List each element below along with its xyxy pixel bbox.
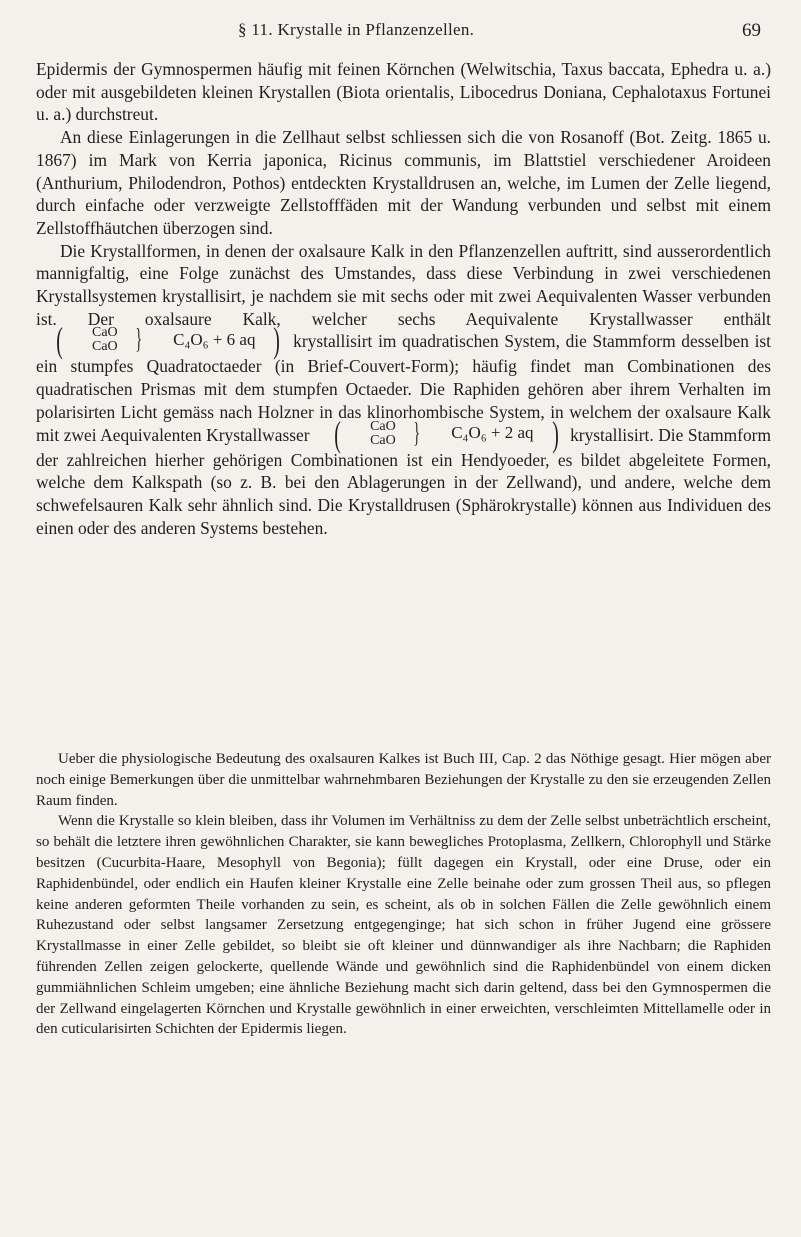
formula-six-aq — [38, 320, 285, 361]
formula-main: C₄O₆ + 2 aq — [451, 423, 534, 443]
formula-brace: } — [135, 324, 142, 356]
paragraph-krystallformen — [36, 240, 771, 540]
paragraph-krystallformen-part-a: Die Krystallformen, in denen der oxalsaure Kalk in den Pflanzenzellen auftritt, sind ausserordentlich mannigfaltig, eine Folge zunächst des Umstandes, dass diese Verbindung in zwei verschiedenen Krystallsystemen krystallisirt, je nachdem sie mit sechs oder mit zwei Aequivalenten Wasser verbunden ist. Der oxalsaure Kalk, welcher sechs Aequivalente Krystallwasser enthält — [36, 240, 771, 329]
formula-close-paren: ) — [551, 413, 559, 454]
running-head-title — [238, 20, 474, 40]
formula-main: C₄O₆ + 6 aq — [173, 330, 256, 350]
main-text — [36, 58, 771, 539]
formula-brace: } — [413, 417, 420, 449]
page-number: 69 — [742, 20, 761, 41]
formula-close-paren: ) — [273, 320, 281, 361]
formula-two-aq — [316, 413, 563, 454]
formula-stack — [68, 326, 118, 354]
formula-bottom: CaO — [92, 339, 118, 355]
formula-open-paren: ( — [334, 413, 341, 454]
paragraph-epidermis: Epidermis der Gymnospermen häufig mit feinen Körnchen (Welwitschia, Taxus baccata, Ephedra u. a.) oder mit ausgebildeten kleinen Krystallen (Biota orientalis, Libocedrus Doniana, Cephalotaxus Fortunei u. a.) durchstreut. — [36, 59, 771, 125]
small-print-notes — [36, 749, 771, 1040]
note-krystalle-zellen: Wenn die Krystalle so klein bleiben, dass ihr Volumen im Verhältniss zu dem der Zelle selbst unbeträchtlich erscheint, so behält die letztere ihren gewöhnlichen Charakter, sie kann bewegliches Protoplasma, Zellkern, Chlorophyll und Stärke besitzen (Cucurbita-Haare, Mesophyll von Begonia); füllt dagegen ein Krystall, oder eine Druse, oder ein Raphidenbündel, oder endlich ein Haufen kleiner Krystalle eine Zelle beinahe oder zum grossen Theil aus, so pflegen keine anderen geformten Theile vorhanden zu sein, es scheint, als ob in solchen Fällen die Zelle gewöhnlich einem Ruhezustand oder selbst langsamer Zersetzung entgegenginge; hat sich schon in früher Jugend eine grössere Krystallmasse in einer Zelle gebildet, so bleibt sie oft kleiner und dünnwandiger als ihre Nachbarn; die Raphiden führenden Zellen zeigen gelockerte, quellende Wände und gewöhnlich sind die Raphidenbündel von einem dicken gummiähnlichen Schleim umgeben; eine ähnliche Beziehung macht sich darin geltend, dass bei den Gymnospermen die der Zellwand eingelagerten Körnchen und Krystalle gewöhnlich in einer erweichten, verschleimten Mittellamelle oder in den cuticularisirten Schichten der Epidermis liegen. — [36, 813, 771, 1038]
paragraph-einlagerungen: An diese Einlagerungen in die Zellhaut selbst schliessen sich die von Rosanoff (Bot. Zeitg. 1865 u. 1867) im Mark von Kerria japonica, Ricinus communis, im Blattstiel verschiedener Aroideen (Anthurium, Philodendron, Pothos) entdeckten Krystalldrusen an, welche, im Lumen der Zelle liegend, durch einfache oder verzweigte Zellstofffäden mit der Wandung verbunden und selbst mit einem Zellstoffhäutchen überzogen sind. — [36, 127, 771, 238]
formula-bottom: CaO — [370, 432, 396, 448]
chapter-title: Krystalle in Pflanzenzellen. — [277, 20, 475, 39]
note-physiologische-bedeutung: Ueber die physiologische Bedeutung des oxalsauren Kalkes ist Buch III, Cap. 2 das Nöthige gesagt. Hier mögen aber noch einige Bemerkungen über die unmittelbar wahrnehmbaren Beziehungen der Krystalle zu den sie erzeugenden Zellen Raum finden. — [36, 751, 771, 809]
formula-stack — [346, 420, 396, 448]
formula-open-paren: ( — [56, 320, 63, 361]
section-number: § 11. — [238, 20, 273, 39]
running-head — [0, 20, 801, 46]
formula-top: CaO — [92, 325, 118, 341]
paragraph-krystallformen-part-b: krystallisirt im quadratischen System, die Stammform desselben ist ein stumpfes Quadratoctaeder (in Brief-Couvert-Form); häufig findet man Combinationen des quadratischen Prismas mit dem stumpfen Octaeder. Die Raphiden gehören aber ihrem Verhalten im polarisirten Licht gemäss nach Holzner in das klinorhombische System, in welchem der oxalsaure Kalk mit zwei Aequivalenten Krystallwasser — [36, 331, 771, 445]
paragraph-krystallformen-part-c: krystallisirt. Die Stammform der zahlreichen hierher gehörigen Combinationen ist ein Hendyoeder, es bildet abgeleitete Formen, welche dem Kalkspath (so z. B. bei den Ablagerungen in der Zellwand), und andere, welche dem schwefelsauren Kalk sehr ähnlich sind. Die Krystalldrusen (Sphärokrystalle) können aus Individuen des einen oder des anderen Systems bestehen. — [36, 424, 771, 538]
formula-top: CaO — [370, 418, 396, 434]
